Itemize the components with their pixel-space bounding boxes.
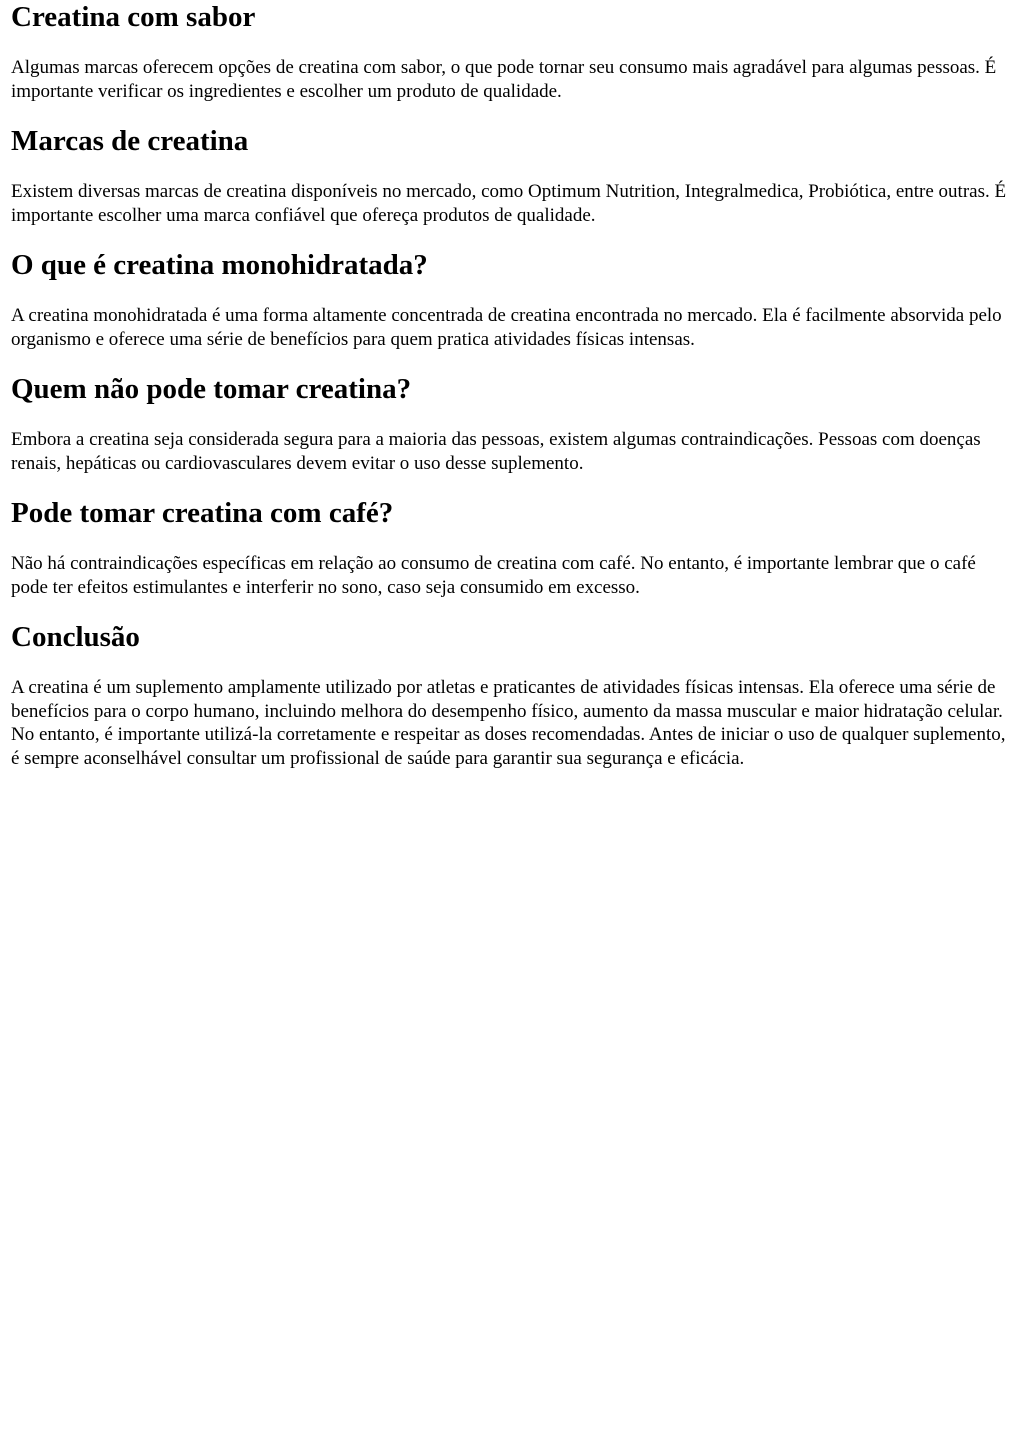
section-heading: Marcas de creatina <box>11 125 249 157</box>
section-heading: Quem não pode tomar creatina? <box>11 373 412 405</box>
section-paragraph: Algumas marcas oferecem opções de creatina com sabor, o que pode tornar seu consumo mais agradável para algumas pessoas. É importante verificar os ingredientes e escolher um produto de qualidade. <box>11 57 997 102</box>
section-creatina-com-cafe <box>11 496 1013 599</box>
section-heading: Creatina com sabor <box>11 1 256 33</box>
section-paragraph: Existem diversas marcas de creatina disponíveis no mercado, como Optimum Nutrition, Integralmedica, Probiótica, entre outras. É importante escolher uma marca confiável que ofereça produtos de qualidade. <box>11 181 1007 226</box>
section-paragraph: A creatina monohidratada é uma forma altamente concentrada de creatina encontrada no mercado. Ela é facilmente absorvida pelo organismo e oferece uma série de benefícios para quem pratica atividades físicas intensas. <box>11 305 1002 350</box>
section-quem-nao-pode-tomar <box>11 372 1013 475</box>
section-paragraph: Embora a creatina seja considerada segura para a maioria das pessoas, existem algumas contraindicações. Pessoas com doenças renais, hepáticas ou cardiovasculares devem evitar o uso desse suplemento. <box>11 429 981 474</box>
section-heading: Pode tomar creatina com café? <box>11 497 394 529</box>
section-paragraph: A creatina é um suplemento amplamente utilizado por atletas e praticantes de atividades físicas intensas. Ela oferece uma série de benefícios para o corpo humano, incluindo melhora do desempenho físico, aumento da massa muscular e maior hidratação celular. No entanto, é importante utilizá-la corretamente e respeitar as doses recomendadas. Antes de iniciar o uso de qualquer suplemento, é sempre aconselhável consultar um profissional de saúde para garantir sua segurança e eficácia. <box>11 677 1006 769</box>
section-conclusao <box>11 620 1013 770</box>
section-marcas-de-creatina <box>11 124 1013 227</box>
section-heading: Conclusão <box>11 621 140 653</box>
section-creatina-com-sabor <box>11 0 1013 103</box>
section-paragraph: Não há contraindicações específicas em relação ao consumo de creatina com café. No entanto, é importante lembrar que o café pode ter efeitos estimulantes e interferir no sono, caso seja consumido em excesso. <box>11 553 976 598</box>
section-heading: O que é creatina monohidratada? <box>11 249 428 281</box>
section-creatina-monohidratada <box>11 248 1013 351</box>
